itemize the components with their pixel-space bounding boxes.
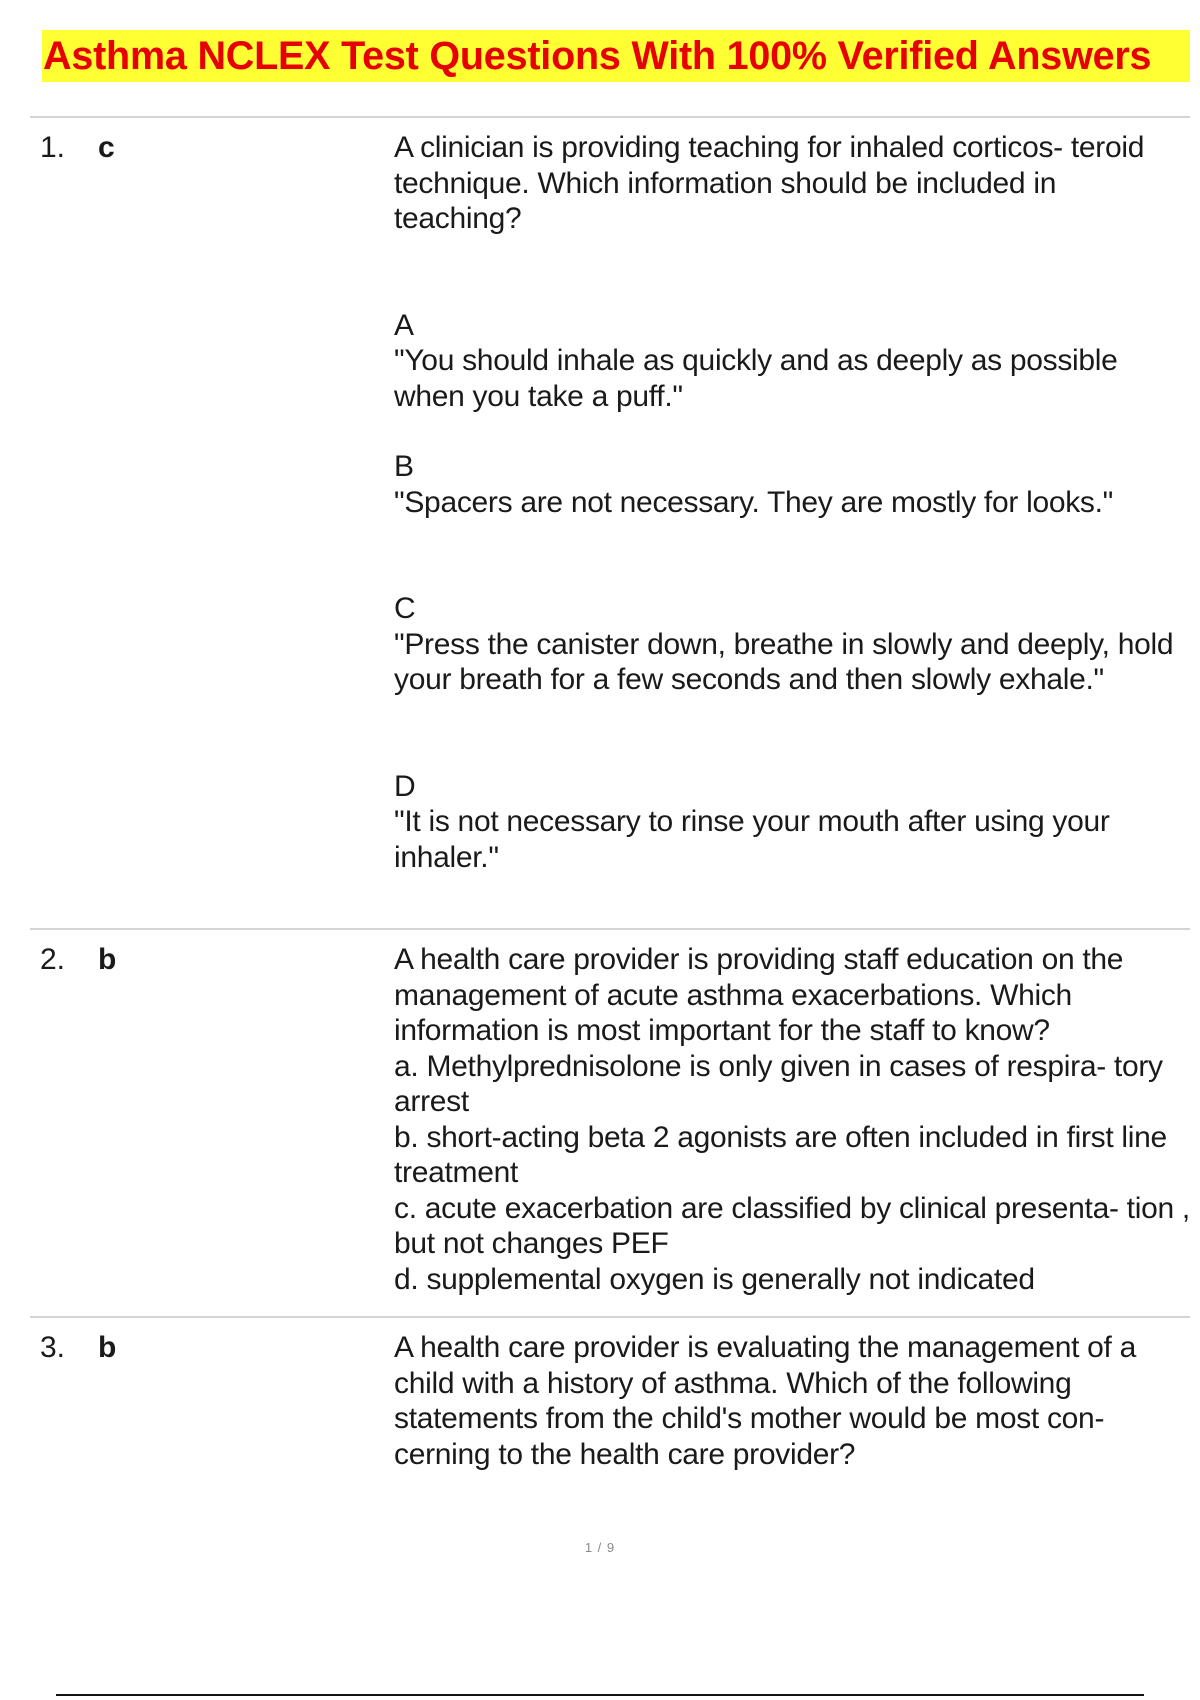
option-b (394, 449, 1190, 520)
option-text: "You should inhale as quickly and as deeply as possible when you take a puff." (394, 344, 1118, 413)
option-text: "Press the canister down, breathe in slowly and deeply, hold your breath for a few seconds and then slowly exhale." (394, 627, 1174, 696)
page-number: 1 / 9 (584, 1540, 616, 1555)
question-number: 3. (40, 1331, 66, 1364)
question-body (394, 1330, 1190, 1472)
option-d (394, 769, 1190, 876)
question-stem: A health care provider is providing staff education on the management of acute asthma exacerbations. Which information is most important for the staff to know? (394, 943, 1124, 1047)
question-stem: A health care provider is evaluating the management of a child with a history of asthma. Which of the following statements from the child's mother would be most con- cerning to the health care provider? (394, 1331, 1137, 1471)
question-body (394, 942, 1190, 1297)
question-row-1 (30, 118, 1190, 930)
option-text: "It is not necessary to rinse your mouth after using your inhaler." (394, 805, 1110, 874)
document-title-banner (42, 30, 1190, 82)
option-c (394, 591, 1190, 698)
option-b: b. short-acting beta 2 agonists are often included in first line treatment (394, 1120, 1167, 1189)
option-text: "Spacers are not necessary. They are mostly for looks." (394, 485, 1113, 519)
option-letter: B (394, 450, 414, 483)
question-row-2 (30, 930, 1190, 1318)
option-c: c. acute exacerbation are classified by clinical presenta- tion , but not changes PEF (394, 1191, 1190, 1260)
option-letter: D (394, 769, 416, 803)
question-answer: c (98, 131, 115, 164)
question-row-3 (30, 1318, 1190, 1472)
question-stem: A clinician is providing teaching for inhaled corticos- teroid technique. Which information should be included in teaching? (394, 131, 1145, 235)
option-letter: A (394, 308, 414, 342)
question-number: 2. (40, 943, 66, 976)
question-answer: b (98, 1331, 117, 1364)
option-letter: C (394, 592, 416, 625)
question-number: 1. (40, 131, 66, 164)
question-list (30, 116, 1190, 1472)
option-a: a. Methylprednisolone is only given in cases of respira- tory arrest (394, 1049, 1163, 1118)
question-answer: b (98, 943, 117, 976)
question-body (394, 130, 1190, 875)
option-d: d. supplemental oxygen is generally not indicated (394, 1262, 1035, 1296)
document-title: Asthma NCLEX Test Questions With 100% Verified Answers (43, 33, 1152, 78)
footer-divider (56, 1694, 1144, 1696)
option-a (394, 308, 1190, 415)
